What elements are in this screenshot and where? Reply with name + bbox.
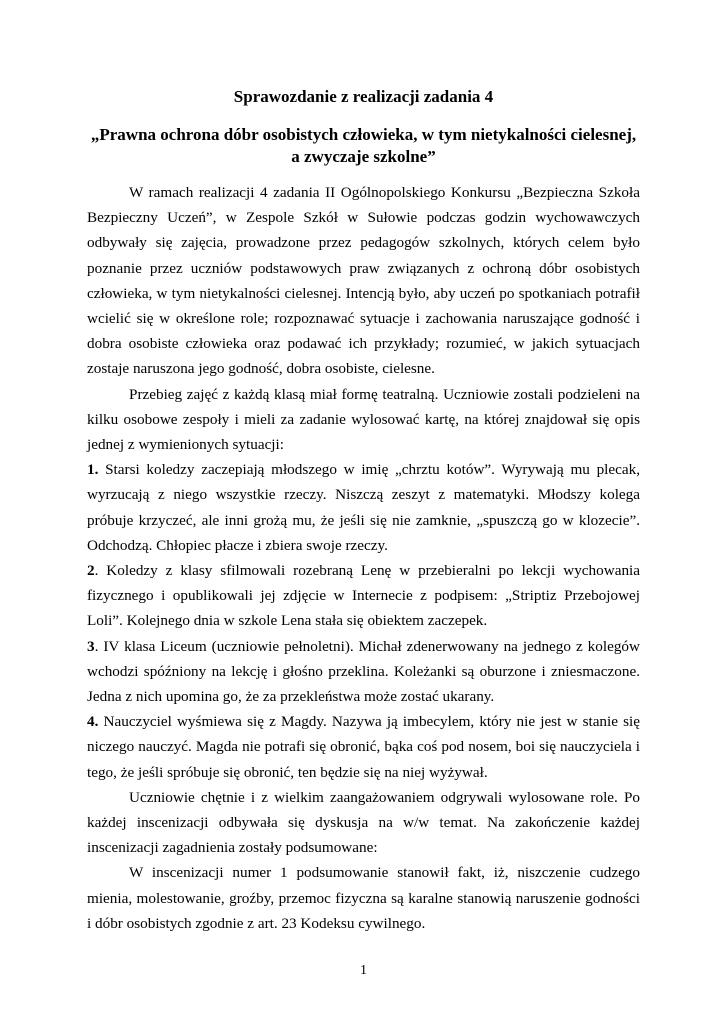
subtitle-line-2: a zwyczaje szkolne”: [291, 147, 436, 166]
situation-text: Starsi koledzy zaczepiają młodszego w imię „chrztu kotów”. Wyrywają mu plecak, wyrzucają z niego wszystkie rzeczy. Niszczą zeszyt z matematyki. Młodszy kolega próbuje krzyczeć, ale inni grożą mu, że jeśli się nie zamknie, „spuszczą go w klozecie”. Odchodzą. Chłopiec płacze i zbiera swoje rzeczy.: [87, 461, 640, 554]
situation-4: [87, 709, 640, 785]
document-title: Sprawozdanie z realizacji zadania 4: [233, 87, 494, 106]
situation-number: 2: [87, 562, 95, 580]
situation-text: . IV klasa Liceum (uczniowie pełnoletni). Michał zdenerwowany na jednego z kolegów wchodzi spóźniony na lekcję i głośno przeklina. Koleżanki są oburzone i zniesmaczone. Jedna z nich upomina go, że za przekleństwa może zostać ukarany.: [87, 637, 640, 706]
page-number: 1: [360, 963, 367, 978]
document-page: [87, 0, 640, 1024]
situation-2: [87, 558, 640, 634]
paragraph-course: Przebieg zajęć z każdą klasą miał formę teatralną. Uczniowie zostali podzieleni na kilku osobowe zespoły i mieli za zadanie wylosować kartę, na której znajdował się opis jednej z wymienionych sytuacji:: [87, 385, 640, 454]
situation-text: Nauczyciel wyśmiewa się z Magdy. Nazywa ją imbecylem, który nie jest w stanie się niczego nauczyć. Magda nie potrafi się obronić, bąka coś pod nosem, boi się nauczyciela i tego, że jeśli spróbuje się obronić, ten będzie się na niej wyżywał.: [87, 713, 640, 781]
situation-text: . Koledzy z klasy sfilmowali rozebraną Lenę w przebieralni po lekcji wychowania fizycznego i opublikowali jej zdjęcie w Internecie z podpisem: „Striptiz Przebojowej Loli”. Kolejnego dnia w szkole Lena stała się obiektem zaczepek.: [87, 562, 640, 630]
situation-number: 4.: [87, 713, 99, 731]
situation-3: [87, 634, 640, 710]
paragraph-summary-1: W inscenizacji numer 1 podsumowanie stanowił fakt, iż, niszczenie cudzego mienia, molestowanie, groźby, przemoc fizyczna są karalne stanowią naruszenie godności i dóbr osobistych zgodnie z art. 23 Kodeksu cywilnego.: [87, 864, 640, 932]
document-subtitle: [87, 124, 640, 168]
paragraph-engagement: Uczniowie chętnie i z wielkim zaangażowaniem odgrywali wylosowane role. Po każdej inscenizacji odbywała się dyskusja na w/w temat. Na zakończenie każdej inscenizacji zagadnienia zostały podsumowane:: [87, 788, 640, 857]
document-body: [87, 180, 640, 936]
situation-1: [87, 457, 640, 558]
paragraph-intro: W ramach realizacji 4 zadania II Ogólnopolskiego Konkursu „Bezpieczna Szkoła Bezpieczny Uczeń”, w Zespole Szkół w Sułowie podczas godzin wychowawczych odbywały się zajęcia, prowadzone przez pedagogów szkolnych, których celem było poznanie przez uczniów podstawowych praw związanych z ochroną dóbr osobistych człowieka, w tym nietykalności cielesnej. Intencją było, aby uczeń po spotkaniach potrafił wcielić się w określone role; rozpoznawać sytuacje i zachowania naruszające godność i dobra osobiste człowieka oraz podawać ich przykłady; rozumieć, w jakich sytuacjach zostaje naruszona jego godność, dobra osobiste, cielesne.: [87, 184, 640, 378]
situation-number: 1.: [87, 461, 99, 479]
situation-number: 3: [87, 637, 95, 655]
subtitle-line-1: „Prawna ochrona dóbr osobistych człowieka, w tym nietykalności cielesnej,: [90, 125, 637, 144]
